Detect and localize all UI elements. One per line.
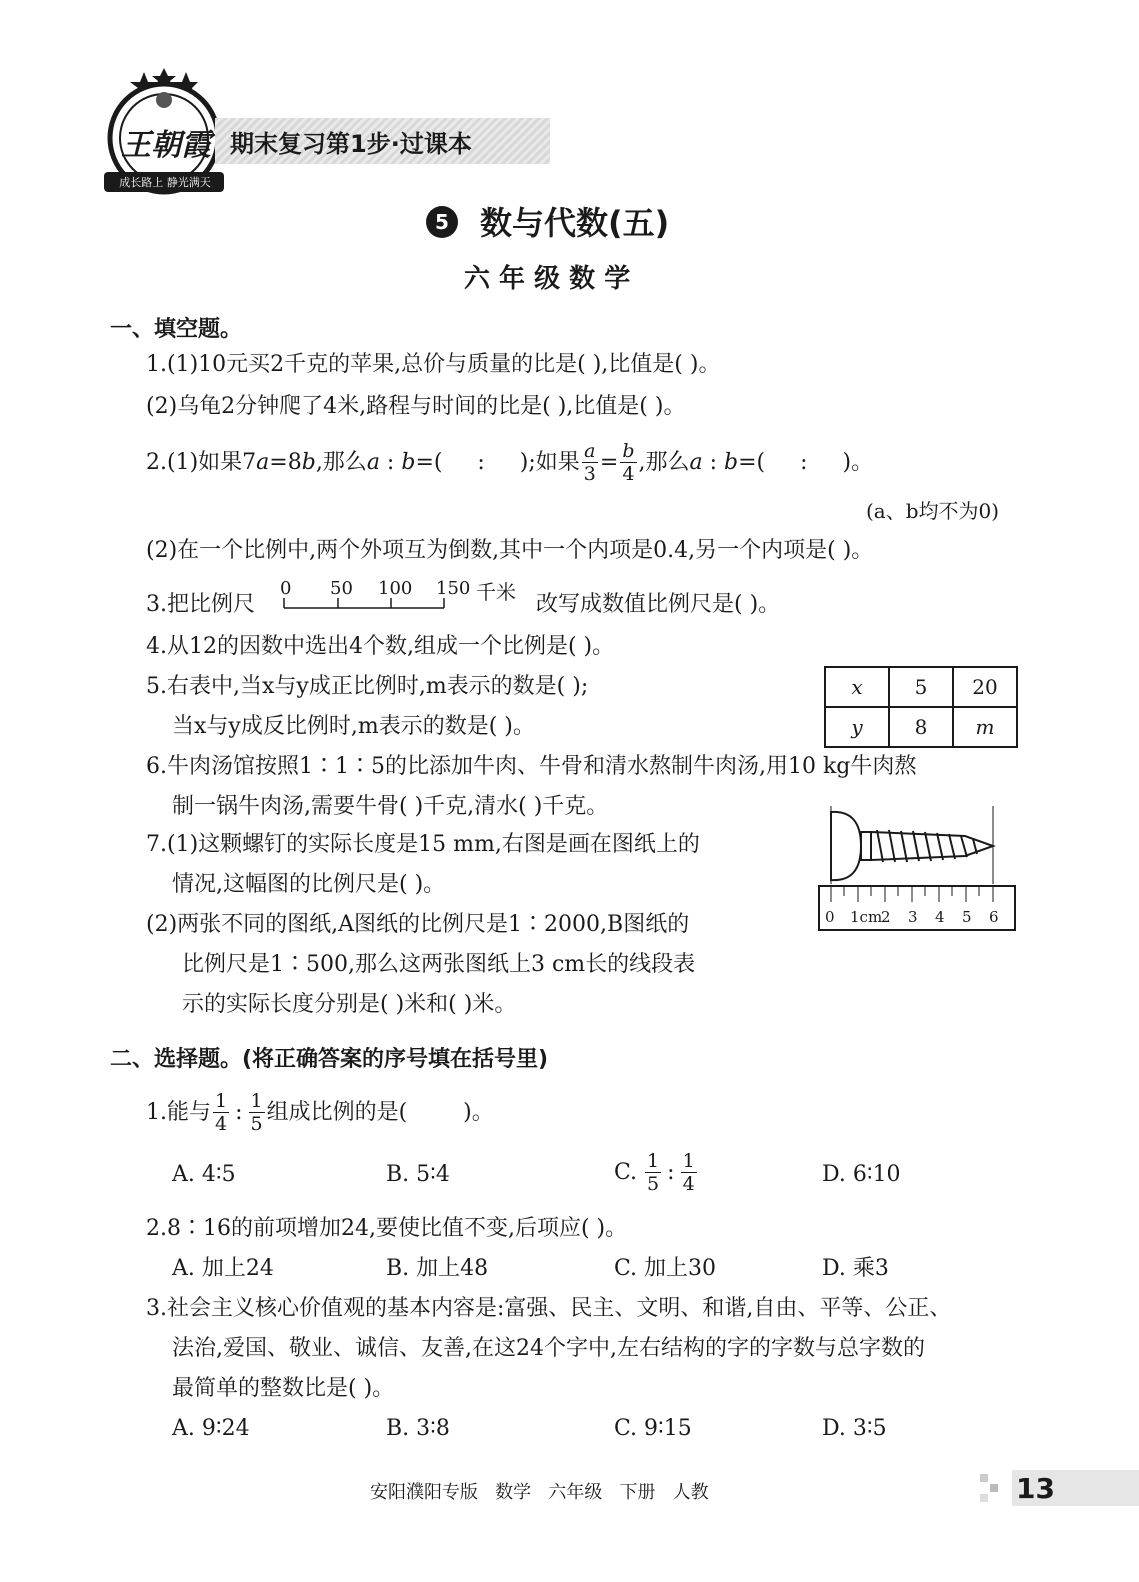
q2-text: : [702, 449, 725, 475]
page-title: 数与代数(五) [480, 204, 670, 242]
q2-var: a [256, 449, 270, 475]
choice-2-option-d[interactable]: D. 乘3 [822, 1256, 889, 1281]
question-7b: 情况,这幅图的比例尺是( )。 [172, 872, 446, 897]
table-cell: y [825, 707, 889, 747]
ruler-label: 1cm [850, 908, 883, 926]
choice-3-option-c[interactable]: C. 9∶15 [614, 1416, 692, 1441]
q2-text: 2.(1)如果7 [146, 449, 257, 475]
choice-2-option-a[interactable]: A. 加上24 [172, 1256, 274, 1281]
choice-1-option-c[interactable]: C. $\frac{1}{5}$ : $\frac{1}{4}$ [614, 1150, 695, 1195]
q2-text: ,那么 [638, 449, 690, 475]
question-6a: 6.牛肉汤馆按照1∶1∶5的比添加牛肉、牛骨和清水熬制牛肉汤,用10 kg牛肉熬 [146, 754, 917, 779]
choice-1-option-b[interactable]: B. 5∶4 [386, 1162, 450, 1187]
ruler-label: 2 [881, 908, 891, 926]
c1-text: 1.能与 [146, 1099, 211, 1125]
scale-label-100: 100 [378, 578, 413, 599]
table-cell: 5 [889, 667, 953, 707]
choice-2-option-c[interactable]: C. 加上30 [614, 1256, 717, 1281]
choice-1: 1.能与 $\frac{1}{4}$ : $\frac{1}{5}$ 组成比例的是( )。 [146, 1090, 494, 1135]
question-2-2: (2)在一个比例中,两个外项互为倒数,其中一个内项是0.4,另一个内项是( )。 [146, 538, 874, 563]
table-cell: m [953, 707, 1017, 747]
page-subtitle: 六 年 级 数 学 [464, 264, 631, 294]
title-badge-number: 5 [435, 210, 449, 234]
choice-3-option-d[interactable]: D. 3∶5 [822, 1416, 887, 1441]
q2-var: b [724, 449, 739, 475]
scale-unit: 千米 [476, 580, 516, 604]
question-7d: 比例尺是1∶500,那么这两张图纸上3 cm长的线段表 [182, 952, 696, 977]
ruler-label: 6 [989, 908, 999, 926]
q2-var: a [689, 449, 703, 475]
scale-label-50: 50 [330, 578, 353, 599]
header-banner-text: 期末复习第1步·过课本 [230, 130, 472, 158]
table-row [825, 667, 1017, 707]
fraction-one-quarter: $\frac{1}{4}$ [682, 1150, 695, 1195]
table-row [825, 707, 1017, 747]
choice-3a: 3.社会主义核心价值观的基本内容是:富强、民主、文明、和谐,自由、平等、公正、 [146, 1296, 952, 1321]
q2-var: b [401, 449, 416, 475]
q2-text: ,那么 [315, 449, 367, 475]
section-heading-choice: 二、选择题。(将正确答案的序号填在括号里) [110, 1047, 549, 1072]
scale-label-150: 150 [436, 578, 471, 599]
ruler-label: 3 [908, 908, 918, 926]
table-cell: 20 [953, 667, 1017, 707]
q2-text: =( : )。 [738, 449, 874, 475]
question-2-note: (a、b均不为0) [866, 499, 1000, 523]
ruler-label: 4 [935, 908, 945, 926]
footer-deco [980, 1474, 1010, 1504]
q2-text: =8 [269, 449, 302, 475]
q2-var: a [366, 449, 380, 475]
choice-3-option-b[interactable]: B. 3∶8 [386, 1416, 450, 1441]
table-cell: x [825, 667, 889, 707]
question-7a: 7.(1)这颗螺钉的实际长度是15 mm,右图是画在图纸上的 [146, 832, 700, 857]
fraction-a-over-3: $\frac{a}{3}$ [583, 440, 596, 485]
question-7e: 示的实际长度分别是( )米和( )米。 [182, 992, 517, 1017]
question-7c: (2)两张不同的图纸,A图纸的比例尺是1∶2000,B图纸的 [146, 912, 690, 937]
section-heading-fill-blank: 一、填空题。 [110, 317, 243, 342]
ruler-label: 0 [825, 908, 835, 926]
question-3-prefix: 3.把比例尺 [146, 592, 255, 617]
fraction-one-quarter: $\frac{1}{4}$ [215, 1090, 228, 1135]
choice-3b: 法治,爱国、敬业、诚信、友善,在这24个字中,左右结构的字的字数与总字数的 [172, 1336, 925, 1361]
question-3-suffix: 改写成数值比例尺是( )。 [536, 592, 781, 617]
logo-ribbon: 成长路上 静光满天 [119, 176, 211, 189]
c1-text: 组成比例的是( )。 [266, 1099, 494, 1125]
footer-text: 安阳濮阳专版 数学 六年级 下册 人教 [370, 1482, 709, 1503]
q2-var: b [301, 449, 316, 475]
choice-3c: 最简单的整数比是( )。 [172, 1376, 395, 1401]
q2-text: : [379, 449, 402, 475]
table-cell: 8 [889, 707, 953, 747]
question-1-1: 1.(1)10元买2千克的苹果,总价与质量的比是( ),比值是( )。 [146, 352, 721, 377]
question-6b: 制一锅牛肉汤,需要牛骨( )千克,清水( )千克。 [172, 794, 609, 819]
question-2-1: 2.(1)如果7 a =8 b ,那么 a : b =( : );如果 $\frac{a}{3}$ = $\frac{b}{4}$ ,那么 a : b =( : )。 [146, 440, 874, 485]
question-5b: 当x与y成反比例时,m表示的数是( )。 [172, 714, 535, 739]
choice-1-option-a[interactable]: A. 4∶5 [172, 1162, 236, 1187]
choice-2: 2.8∶16的前项增加24,要使比值不变,后项应( )。 [146, 1216, 628, 1241]
scale-label-0: 0 [280, 578, 292, 599]
choice-1-option-d[interactable]: D. 6∶10 [822, 1162, 901, 1187]
logo-text: 王朝霞 [121, 128, 211, 163]
title-badge [426, 206, 458, 238]
question-5a: 5.右表中,当x与y成正比例时,m表示的数是( ); [146, 674, 589, 699]
choice-2-option-b[interactable]: B. 加上48 [386, 1256, 489, 1281]
choice-3-option-a[interactable]: A. 9∶24 [172, 1416, 250, 1441]
question-4: 4.从12的因数中选出4个数,组成一个比例是( )。 [146, 634, 615, 659]
fraction-b-over-4: $\frac{b}{4}$ [622, 440, 635, 485]
xy-table [824, 666, 1018, 748]
ruler-label: 5 [962, 908, 972, 926]
fraction-one-fifth: $\frac{1}{5}$ [647, 1150, 660, 1195]
option-label: C. [614, 1159, 638, 1185]
page-number: 13 [1016, 1472, 1055, 1505]
fraction-one-fifth: $\frac{1}{5}$ [250, 1090, 263, 1135]
q2-text: =( : );如果 [415, 449, 580, 475]
question-1-2: (2)乌龟2分钟爬了4米,路程与时间的比是( ),比值是( )。 [146, 394, 686, 419]
